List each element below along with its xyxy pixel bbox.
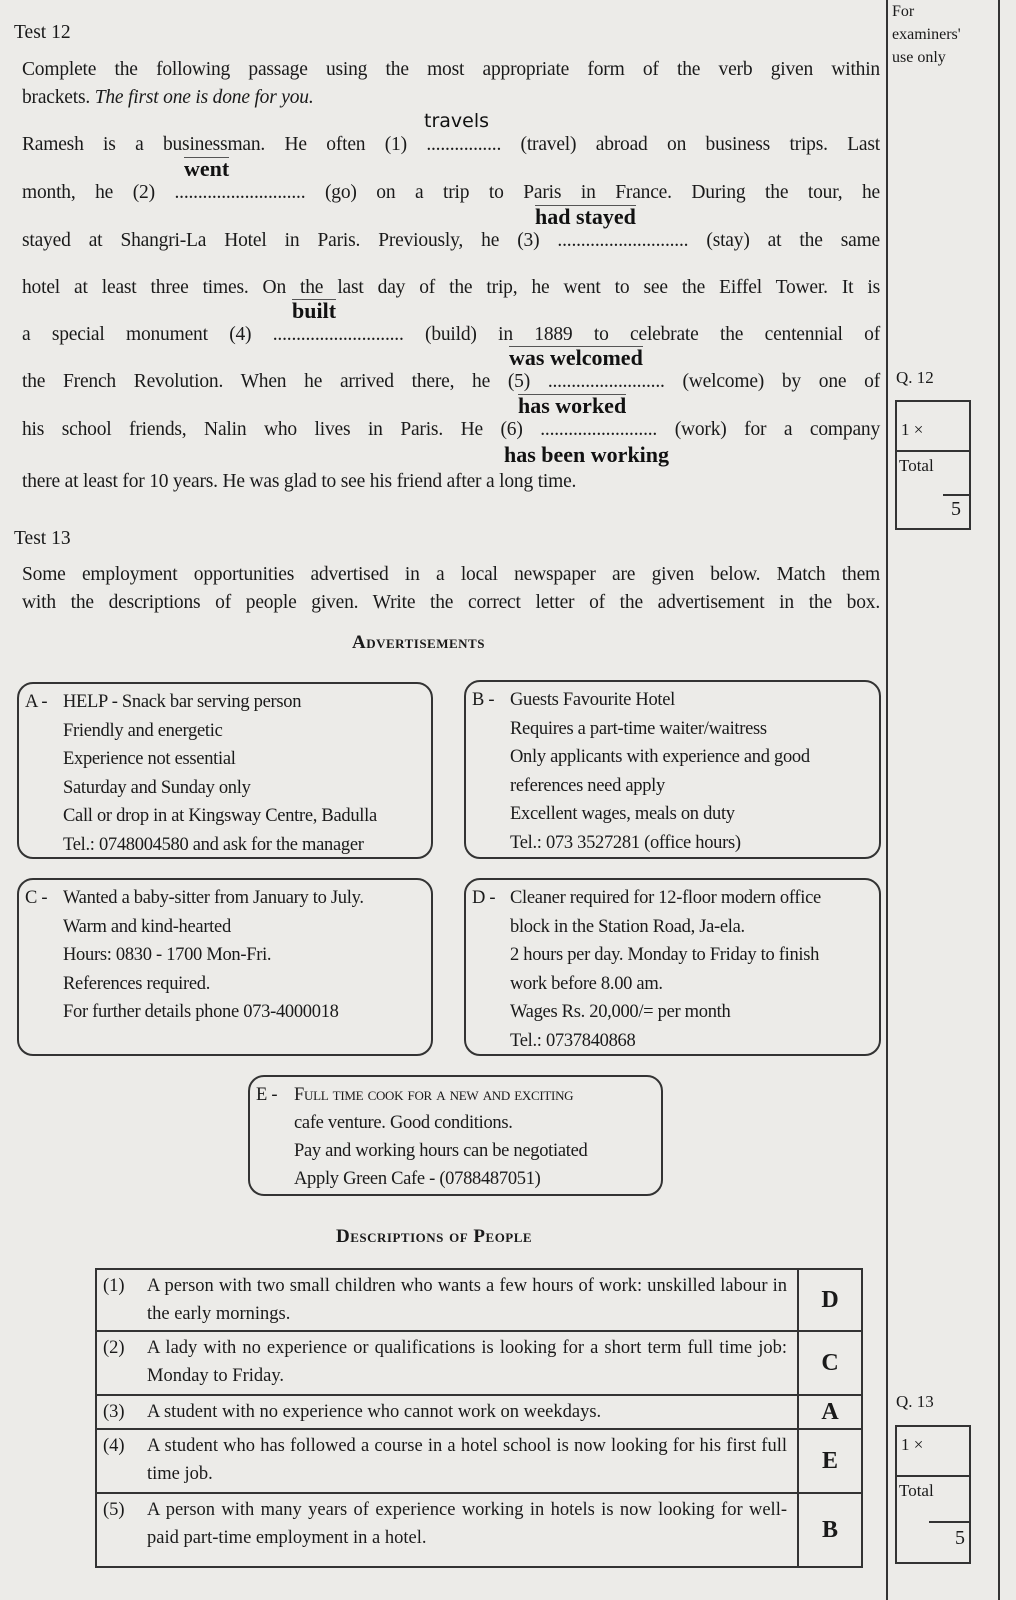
passage-line: Ramesh is a businessman. He often (1) ................ (travel) abroad on business trips. Last [22, 134, 880, 155]
description-number: (4) [103, 1436, 125, 1456]
ad-line: Tel.: 0748004580 and ask for the manager [63, 834, 364, 855]
passage-line: his school friends, Nalin who lives in Paris. He (6) ......................... (work) for a company [22, 419, 880, 440]
test12-title: Test 12 [14, 22, 71, 43]
test13-instruction: Some employment opportunities advertised in a local newspaper are given below. Match them [22, 564, 880, 585]
margin-header-line: examiners' [892, 26, 961, 43]
description-cell [96, 1395, 798, 1429]
ad-line: 2 hours per day. Monday to Friday to finish [510, 945, 820, 965]
ad-line: Wages Rs. 20,000/= per month [510, 1002, 731, 1022]
ad-line: Experience not essential [63, 749, 236, 769]
ad-line: Wanted a baby-sitter from January to July. [63, 888, 364, 908]
table-row [96, 1331, 862, 1395]
ad-line: Only applicants with experience and good [510, 747, 810, 767]
answer-2: went [184, 156, 230, 181]
ad-line: Warm and kind-hearted [63, 916, 231, 937]
description-text: A lady with no experience or qualifications is looking for a short term full time job: Monday to Friday. [147, 1338, 787, 1386]
description-text: A person with two small children who wants a few hours of work: unskilled labour in the early mornings. [147, 1276, 787, 1324]
answer-box[interactable]: E [798, 1429, 862, 1493]
answer-6-alternative: has been working [504, 442, 670, 467]
advertisement-c [17, 878, 433, 1056]
description-text: A student with no experience who cannot work on weekdays. [147, 1402, 602, 1422]
ad-letter: E - [256, 1085, 278, 1105]
examiners-margin [886, 0, 1000, 1600]
table-row [96, 1269, 862, 1331]
passage-line: there at least for 10 years. He was glad to see his friend after a long time. [22, 471, 577, 492]
q12-mark-box [895, 400, 971, 530]
ad-line: Saturday and Sunday only [63, 777, 251, 798]
margin-header-line: For [892, 3, 915, 20]
ad-line: work before 8.00 am. [510, 973, 663, 994]
q12-total: 5 [943, 494, 969, 521]
ad-letter: A - [25, 692, 48, 712]
description-text: A person with many years of experience working in hotels is now looking for well-paid part-time employment in a hotel. [147, 1500, 787, 1548]
table-row [96, 1493, 862, 1567]
ad-line: Tel.: 073 3527281 (office hours) [510, 832, 741, 853]
passage-line: month, he (2) ............................ (go) on a trip to Paris in France. During the tour, he [22, 182, 880, 203]
answer-4: built [292, 298, 337, 323]
test13-title: Test 13 [14, 528, 71, 549]
ad-line: Cleaner required for 12-floor modern office [510, 888, 821, 908]
passage-line: the French Revolution. When he arrived there, he (5) ......................... (welcome) by one of [22, 371, 880, 392]
advertisement-e [248, 1075, 663, 1196]
ad-line: References required. [63, 973, 211, 994]
advertisement-b [464, 680, 881, 859]
ad-line: block in the Station Road, Ja-ela. [510, 916, 745, 937]
passage-line: stayed at Shangri-La Hotel in Paris. Previously, he (3) ............................ (stay) at the same [22, 230, 880, 251]
ad-line: references need apply [510, 775, 665, 796]
ad-line: Guests Favourite Hotel [510, 690, 676, 710]
ad-line: HELP - Snack bar serving person [63, 692, 302, 712]
q13-multiplier: 1 × [897, 1427, 969, 1477]
answer-box[interactable]: D [798, 1269, 862, 1331]
ad-line: Pay and working hours can be negotiated [294, 1141, 588, 1161]
answer-3: had stayed [535, 204, 636, 229]
description-number: (5) [103, 1500, 125, 1520]
description-cell [96, 1493, 798, 1567]
q13-label: Q. 13 [896, 1392, 934, 1411]
ad-line: Full time cook for a new and exciting [294, 1085, 574, 1105]
q13-total: 5 [929, 1521, 969, 1550]
ad-line: Call or drop in at Kingsway Centre, Badulla [63, 806, 377, 826]
descriptions-table [95, 1268, 863, 1568]
instruction-example-note: The first one is done for you. [94, 87, 314, 108]
q12-total-label: Total [899, 456, 934, 475]
q12-label: Q. 12 [896, 368, 934, 387]
answer-1: travels [424, 110, 490, 132]
description-cell [96, 1331, 798, 1395]
description-number: (1) [103, 1276, 125, 1296]
advertisement-a [17, 682, 433, 859]
ad-line: Excellent wages, meals on duty [510, 804, 735, 824]
test13-instruction-2: with the descriptions of people given. Write the correct letter of the advertisement in the box. [22, 592, 880, 613]
descriptions-heading: Descriptions of People [336, 1226, 533, 1247]
description-number: (2) [103, 1338, 125, 1358]
ad-line: Tel.: 0737840868 [510, 1030, 636, 1051]
passage-line: hotel at least three times. On the last day of the trip, he went to see the Eiffel Tower. It is [22, 277, 880, 298]
answer-5: was welcomed [509, 345, 643, 370]
ad-line: Requires a part-time waiter/waitress [510, 718, 767, 739]
description-number: (3) [103, 1402, 125, 1422]
ad-line: Apply Green Cafe - (0788487051) [294, 1169, 541, 1189]
ad-letter: C - [25, 888, 48, 908]
answer-box[interactable]: A [798, 1395, 862, 1429]
answer-box[interactable]: B [798, 1493, 862, 1567]
ad-letter: B - [472, 690, 495, 710]
advertisement-d [464, 878, 881, 1056]
description-text: A student who has followed a course in a hotel school is now looking for his first full time job. [147, 1436, 787, 1484]
q13-mark-box [895, 1425, 971, 1564]
description-cell [96, 1429, 798, 1493]
test12-instruction: Complete the following passage using the most appropriate form of the verb given within [22, 59, 880, 80]
test12-instruction-2 [22, 86, 880, 110]
answer-box[interactable]: C [798, 1331, 862, 1395]
ad-line: cafe venture. Good conditions. [294, 1113, 513, 1133]
description-cell [96, 1269, 798, 1331]
q12-multiplier: 1 × [897, 402, 969, 452]
advertisements-heading: Advertisements [352, 632, 485, 653]
table-row [96, 1395, 862, 1429]
ad-letter: D - [472, 888, 496, 908]
instruction-text: brackets. [22, 87, 91, 108]
passage-line: a special monument (4) ............................ (build) in 1889 to celebrate the centennial of [22, 324, 880, 345]
table-row [96, 1429, 862, 1493]
ad-line: Hours: 0830 - 1700 Mon-Fri. [63, 945, 272, 965]
ad-line: Friendly and energetic [63, 720, 223, 741]
ad-line: For further details phone 073-4000018 [63, 1002, 339, 1022]
margin-header-line: use only [892, 49, 946, 66]
q13-total-label: Total [899, 1481, 934, 1500]
answer-6: has worked [518, 393, 627, 418]
examiners-header [892, 0, 961, 69]
